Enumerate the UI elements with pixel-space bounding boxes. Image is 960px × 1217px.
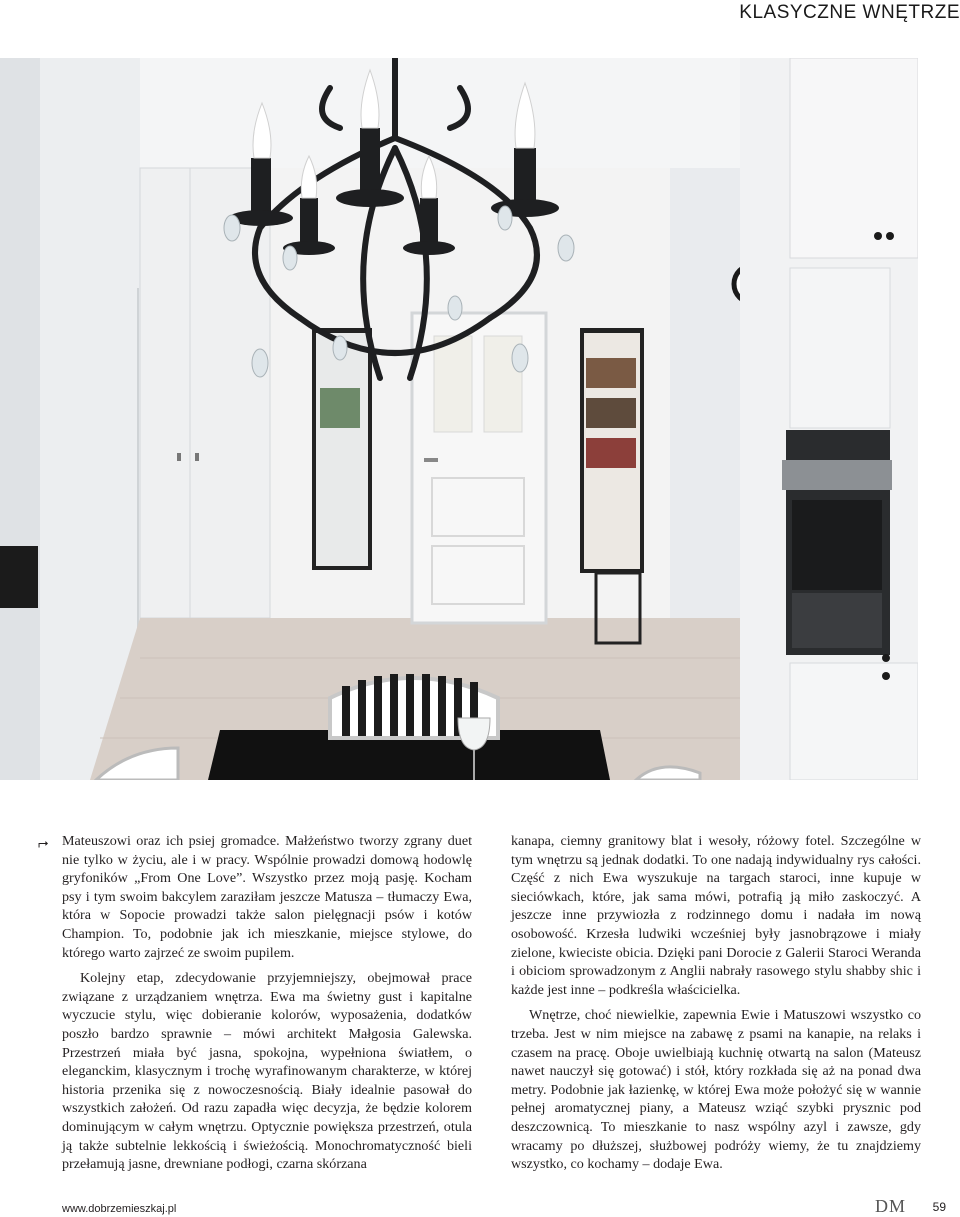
article-right-column	[511, 832, 921, 1181]
paragraph: Mateuszowi oraz ich psiej gromadce. Małżeństwo tworzy zgrany duet nie tylko w życiu, ale i w pracy. Wspólnie prowadzi domową hodowlę gryfoników „From One Love”. Wszystko przez moją pasję. Kocham psy i tym swoim bakcylem zaraziłam jeszcze Matusza – tłumaczy Ewa, która w Sopocie prowadzi także salon pielęgnacji psów i kotów Champion. To, podobnie jak ich mieszkanie, miejsce stylowe, do którego warto zajrzeć ze swoim pupilem.	[62, 833, 472, 961]
paragraph: Kolejny etap, zdecydowanie przyjemniejszy, obejmował prace związane z urządzaniem wnętrza. Ewa ma świetny gust i kapitalne wyczucie stylu, więc dobieranie kolorów, wyposażenia, dodatków poszło bardzo sprawnie – mówi architekt Małgosia Galewska. Przestrzeń miała być jasna, spokojna, wypełniona światłem, o eleganckim, klasycznym i trochę wyrafinowanym charakterze, w której historia przenika się z nowoczesnością. Biały idealnie pasował do wszystkich założeń. Od razu zapadła więc decyzja, że będzie kolorem dominującym w całym wnętrzu. Optycznie powiększa przestrzeń, otula ją także subtelnie lekkością i świeżością. Monochromatyczność bieli przełamują jasne, drewniane podłogi, czarna skórzana	[62, 970, 472, 1173]
footer-url: www.dobrzemieszkaj.pl	[62, 1203, 177, 1215]
article-left-column	[62, 832, 472, 1181]
paragraph: Wnętrze, choć niewielkie, zapewnia Ewie i Matuszowi wszystko co trzeba. Jest w nim miejsce na zabawę z psami na kanapie, na relaks i czasem na pracę. Oboje uwielbiają kuchnię otwartą na salon (Mateusz nawet nauczył się gotować) i stół, który rozkłada się aż na ponad dwa metry. Podobnie jak łazienkę, w której Ewa może położyć się w wannie pełnej aromatycznej piany, a Mateusz wziąć szybki prysznic pod deszczownicą. To mieszkanie to nasz wspólny azyl i zawsze, gdy wracamy po dłuższej, służbowej podróży wiemy, że tu znajdziemy wszystko, co kochamy – dodaje Ewa.	[511, 1007, 921, 1173]
paragraph: kanapa, ciemny granitowy blat i wesoły, różowy fotel. Szczególne w tym wnętrzu są jednak dodatki. To one nadają indywidualny rys całości. Część z nich Ewa wyszukuje na targach staroci, inne kupuje w sieciówkach, które, jak sama mówi, potrafią ją miło zaskoczyć. A jeszcze inne przywiozła z rodzinnego domu i nadała im nową osobowość. Krzesła ludwiki wcześniej były jasnobrązowe i miały zielone, kwieciste obicia. Dzięki pani Dorocie z Galerii Staroci Weranda i obiciom sprowadzonym z Anglii nabrały rasowego stylu shabby shic i każde jest inne – podkreśla właścicielka.	[511, 833, 921, 998]
section-title: KLASYCZNE WNĘTRZE	[739, 2, 960, 23]
page-number: 59	[932, 1200, 946, 1214]
magazine-logo: DM	[874, 1196, 906, 1216]
corner-arrow-icon: ⮣	[38, 836, 49, 851]
interior-photo	[0, 58, 918, 780]
